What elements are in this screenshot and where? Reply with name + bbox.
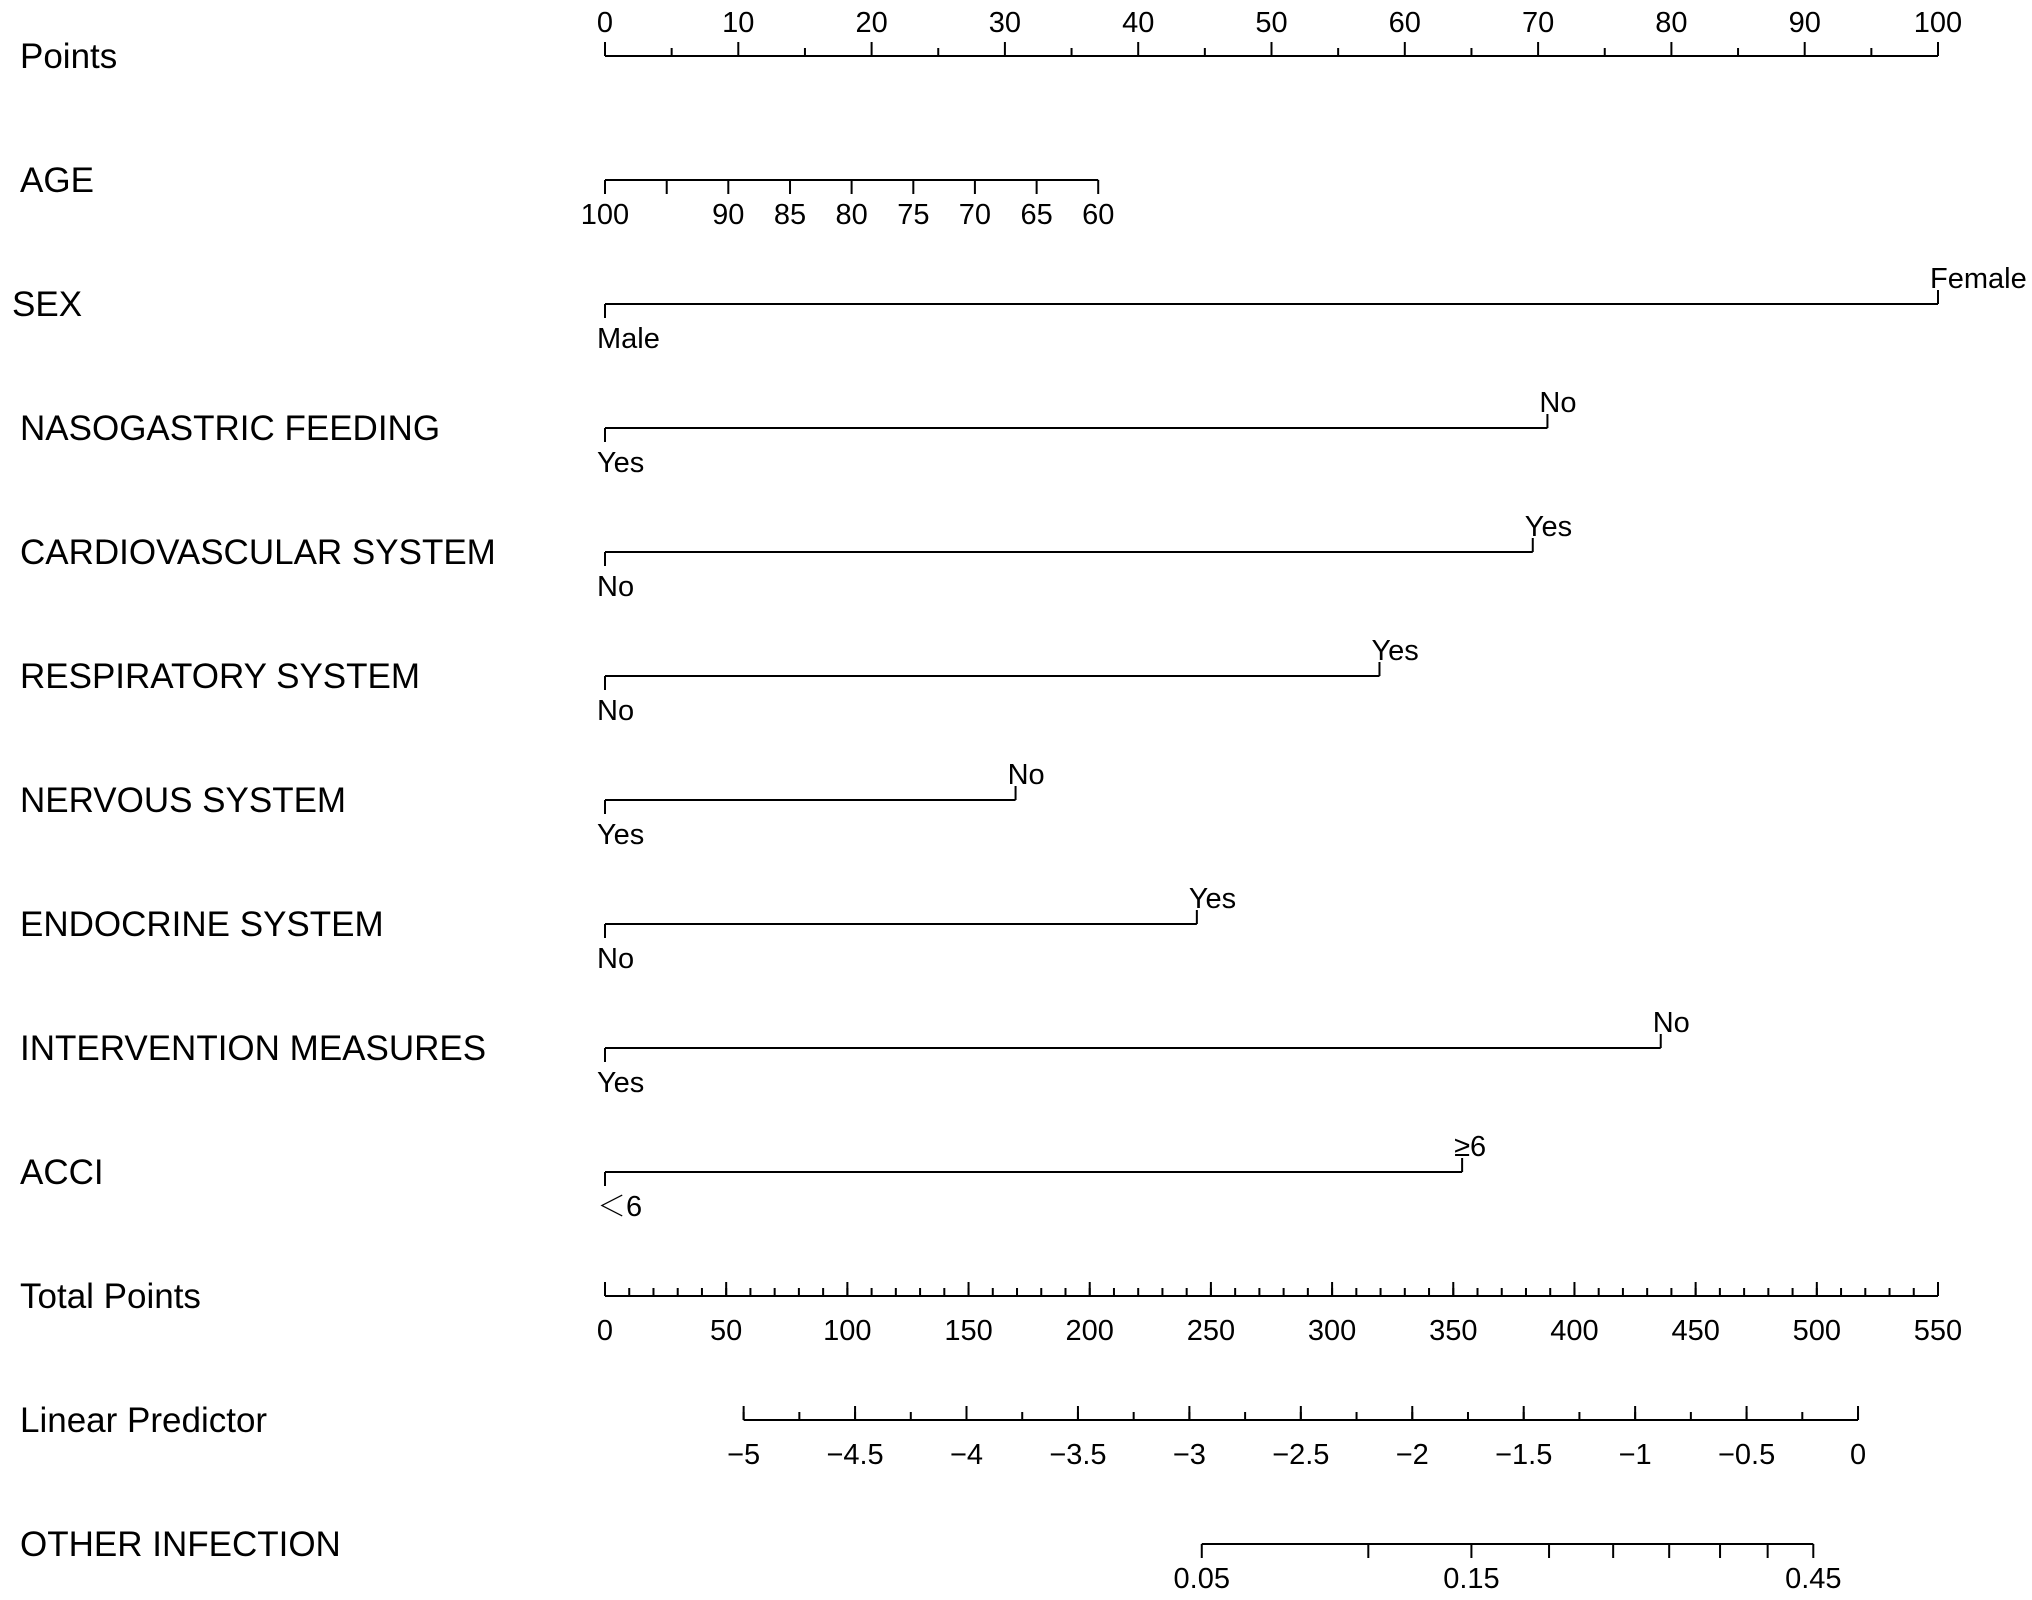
linear-predictor-label: Linear Predictor [20, 1401, 268, 1440]
respiratory-system-level-label: Yes [1371, 635, 1419, 667]
total-points-tick-label: 500 [1792, 1315, 1842, 1347]
points-tick-label: 0 [596, 7, 614, 39]
endocrine-system-level-label: No [597, 943, 635, 975]
total-points-tick-label: 50 [710, 1315, 743, 1347]
other-infection-label: OTHER INFECTION [20, 1525, 341, 1564]
total-points-tick-label: 250 [1186, 1315, 1236, 1347]
nasogastric-feeding-level-label: No [1539, 387, 1577, 419]
total-points-label: Total Points [20, 1277, 201, 1316]
points-label: Points [20, 37, 118, 76]
nasogastric-feeding-label: NASOGASTRIC FEEDING [20, 409, 441, 448]
other-infection-tick-label: 0.05 [1173, 1563, 1230, 1595]
nervous-system-label: NERVOUS SYSTEM [20, 781, 347, 820]
age-tick-label: 80 [835, 199, 868, 231]
total-points-tick-label: 100 [823, 1315, 872, 1347]
cardiovascular-system-level-label: Yes [1524, 511, 1573, 543]
cardiovascular-system-label: CARDIOVASCULAR SYSTEM [20, 533, 496, 572]
linear-predictor-tick-label: −3 [1172, 1439, 1206, 1471]
points-tick-label: 40 [1122, 7, 1155, 39]
total-points-tick-label: 550 [1913, 1315, 1963, 1347]
intervention-measures-label: INTERVENTION MEASURES [20, 1029, 487, 1068]
linear-predictor-tick-label: −2.5 [1272, 1439, 1330, 1471]
points-tick-label: 60 [1388, 7, 1421, 39]
total-points-tick-label: 200 [1065, 1315, 1114, 1347]
linear-predictor-tick-label: −3.5 [1049, 1439, 1107, 1471]
nervous-system-level-label: No [1007, 759, 1045, 791]
endocrine-system-level-label: Yes [1188, 883, 1237, 915]
points-tick-label: 80 [1655, 7, 1688, 39]
acci-level-label: ≥6 [1454, 1131, 1487, 1163]
points-tick-label: 50 [1255, 7, 1288, 39]
age-tick-label: 85 [773, 199, 807, 231]
total-points-tick-label: 450 [1671, 1315, 1720, 1347]
intervention-measures-level-label: No [1652, 1007, 1690, 1039]
total-points-tick-label: 400 [1550, 1315, 1599, 1347]
endocrine-system-label: ENDOCRINE SYSTEM [20, 905, 384, 944]
respiratory-system-level-label: No [597, 695, 635, 727]
points-tick-label: 90 [1788, 7, 1821, 39]
nasogastric-feeding-level-label: Yes [597, 447, 645, 479]
linear-predictor-tick-label: −4.5 [826, 1439, 884, 1471]
linear-predictor-tick-label: −2 [1395, 1439, 1429, 1471]
other-infection-tick-label: 0.15 [1443, 1563, 1500, 1595]
total-points-tick-label: 350 [1429, 1315, 1478, 1347]
acci-level-label: ＜6 [597, 1191, 643, 1223]
linear-predictor-tick-label: −5 [727, 1439, 761, 1471]
linear-predictor-tick-label: −1.5 [1495, 1439, 1553, 1471]
age-tick-label: 65 [1020, 199, 1053, 231]
sex-label: SEX [12, 285, 83, 324]
intervention-measures-level-label: Yes [597, 1067, 645, 1099]
total-points-tick-label: 300 [1307, 1315, 1357, 1347]
total-points-tick-label: 150 [944, 1315, 993, 1347]
age-tick-label: 70 [958, 199, 992, 231]
nervous-system-level-label: Yes [597, 819, 645, 851]
age-tick-label: 60 [1082, 199, 1115, 231]
points-tick-label: 10 [722, 7, 755, 39]
age-tick-label: 100 [580, 199, 630, 231]
linear-predictor-tick-label: −4 [949, 1439, 984, 1471]
acci-label: ACCI [20, 1153, 104, 1192]
other-infection-tick-label: 0.45 [1785, 1563, 1842, 1595]
sex-level-label: Male [597, 323, 660, 355]
age-tick-label: 90 [712, 199, 745, 231]
points-tick-label: 20 [855, 7, 888, 39]
points-tick-label: 70 [1521, 7, 1555, 39]
age-label: AGE [20, 161, 94, 200]
sex-level-label: Female [1930, 263, 2027, 295]
respiratory-system-label: RESPIRATORY SYSTEM [20, 657, 421, 696]
age-tick-label: 75 [897, 199, 930, 231]
total-points-tick-label: 0 [596, 1315, 614, 1347]
linear-predictor-tick-label: −0.5 [1717, 1439, 1776, 1471]
points-tick-label: 30 [988, 7, 1022, 39]
linear-predictor-tick-label: −1 [1618, 1439, 1652, 1471]
points-tick-label: 100 [1913, 7, 1963, 39]
cardiovascular-system-level-label: No [597, 571, 635, 603]
linear-predictor-tick-label: 0 [1849, 1439, 1867, 1471]
